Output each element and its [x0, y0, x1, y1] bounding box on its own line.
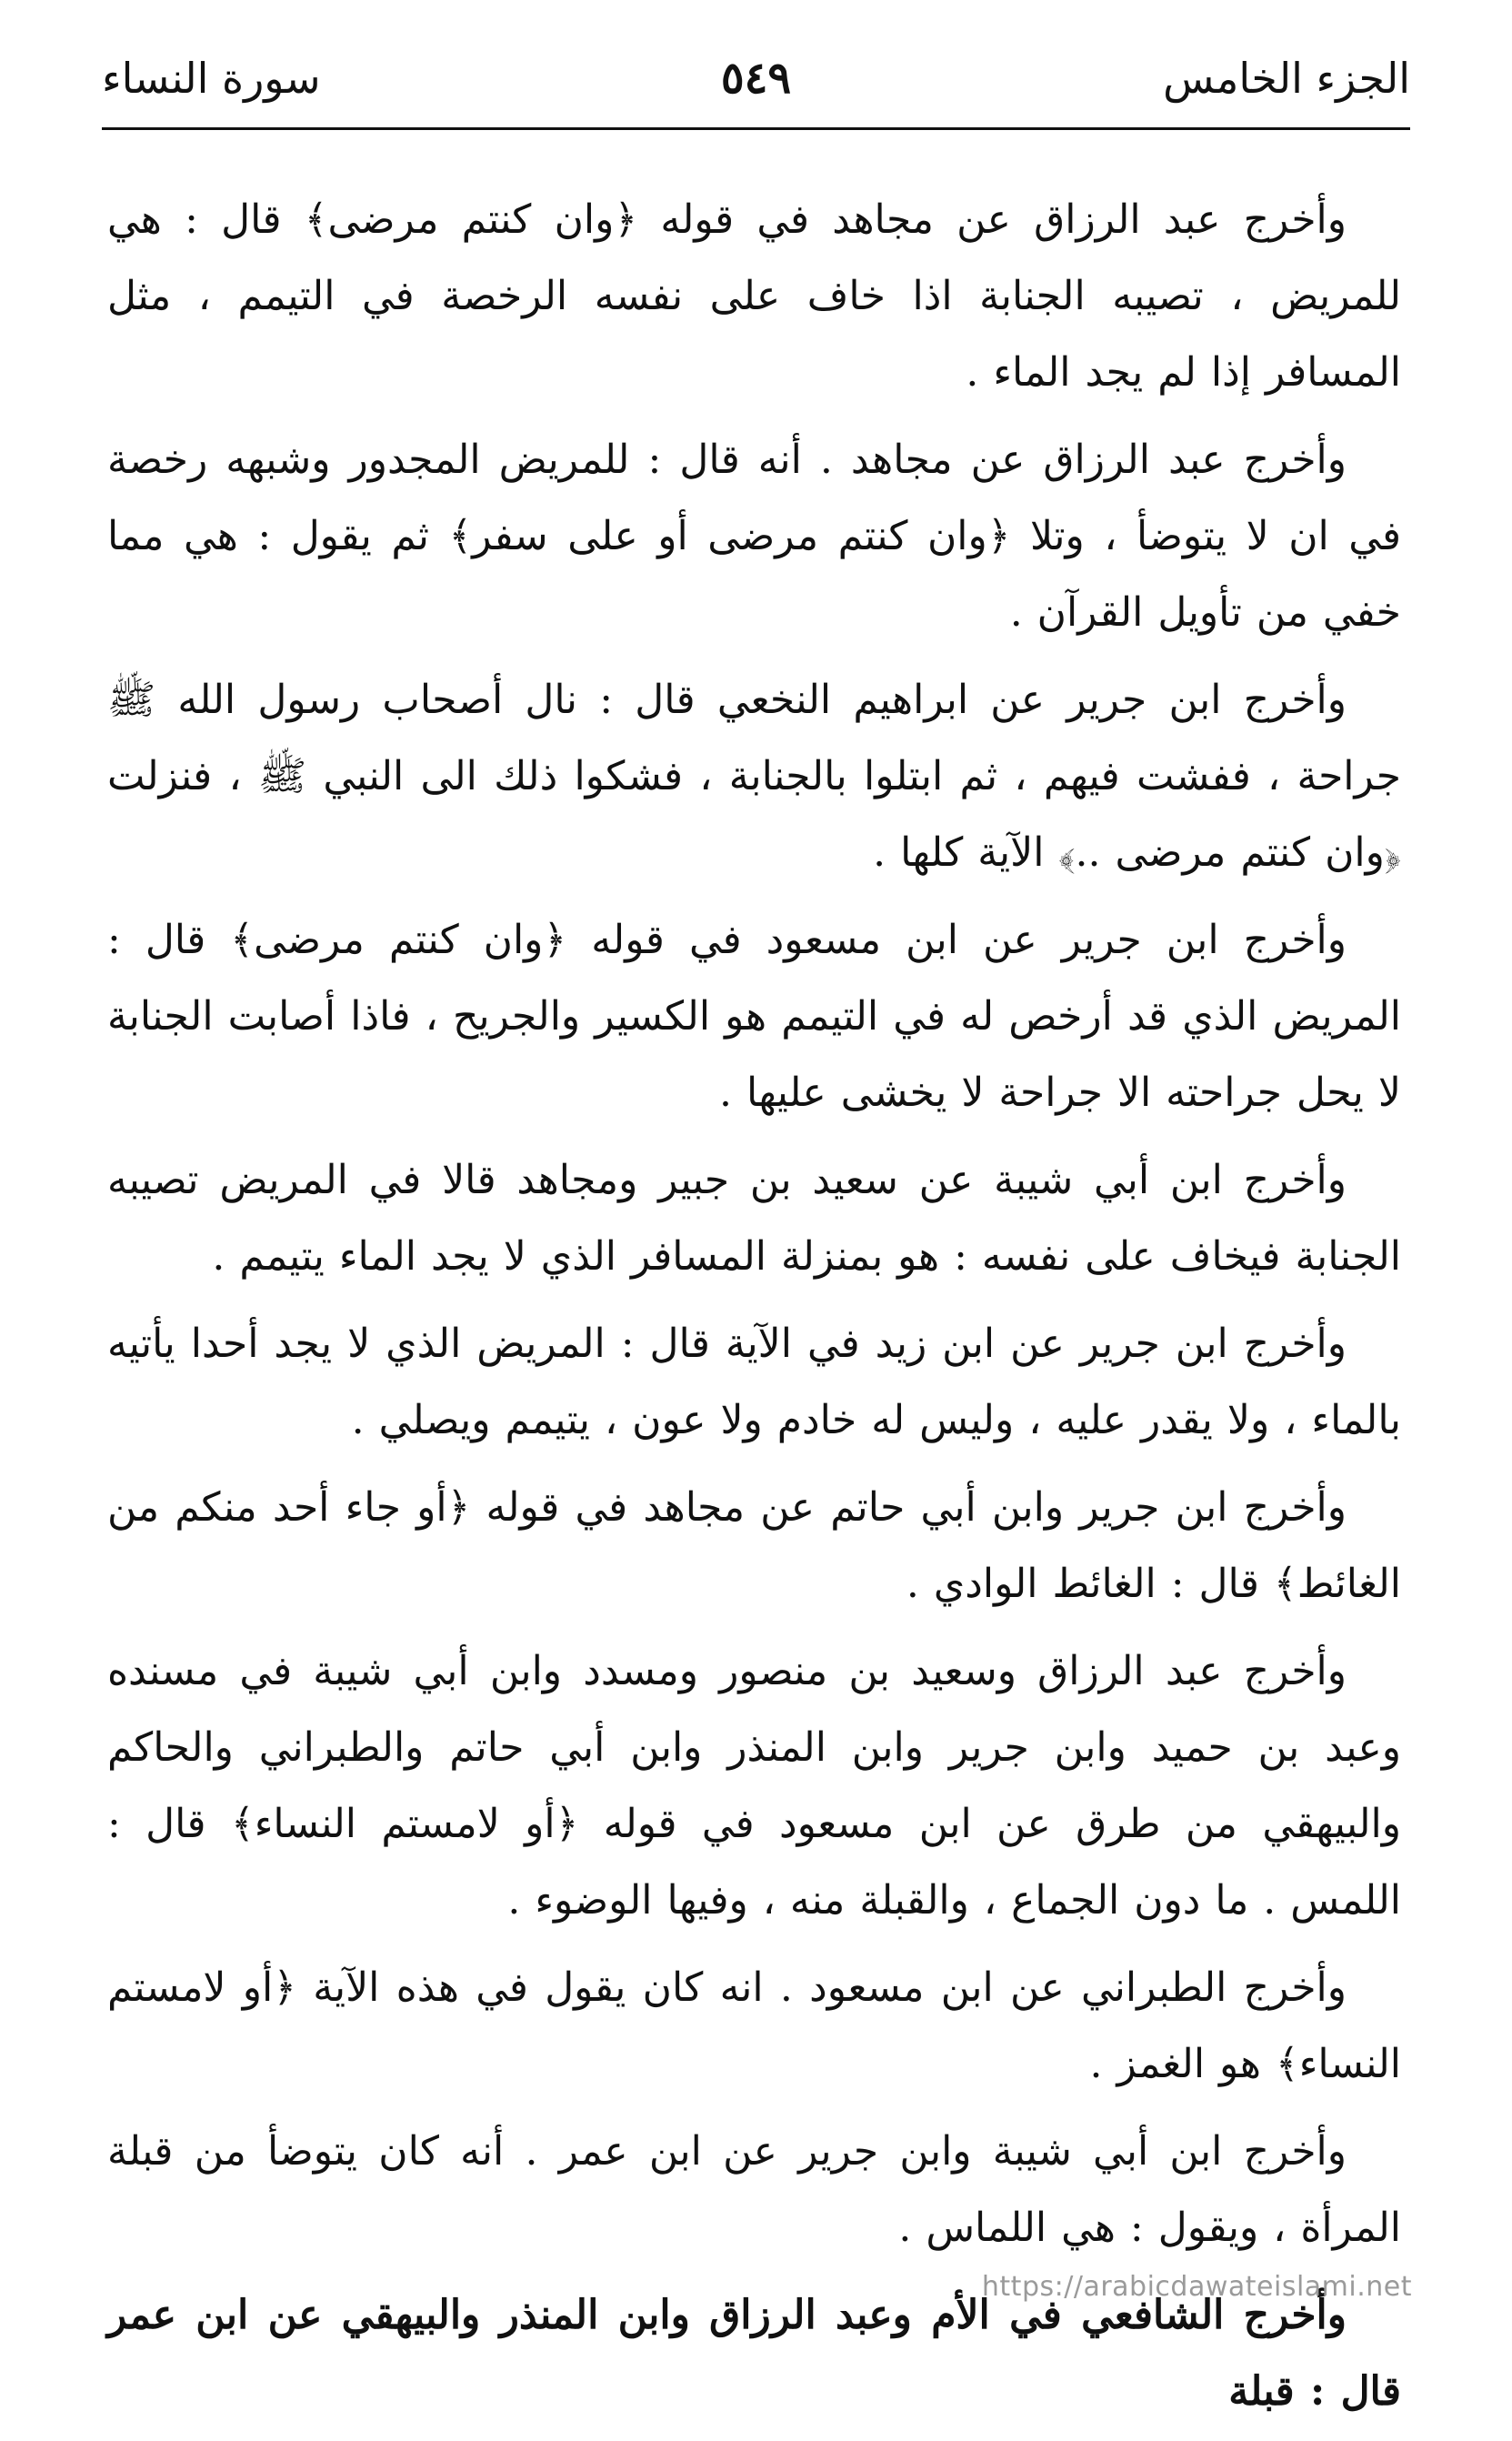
paragraph-1: وأخرج عبد الرزاق عن مجاهد في قوله ﴿وان كنتم مرضى﴾ قال : هي للمريض ، تصيبه الجنابة اذا خاف على نفسه الرخصة في التيمم ، مثل المسافر إذا لم يجد الماء .: [107, 196, 1401, 396]
paragraph-4: وأخرج ابن جرير عن ابن مسعود في قوله ﴿وان كنتم مرضى﴾ قال : المريض الذي قد أرخص له في التيمم هو الكسير والجريح ، فاذا أصابت الجنابة لا يحل جراحته الا جراحة لا يخشى عليها .: [107, 917, 1401, 1116]
paragraph-5: وأخرج ابن أبي شيبة عن سعيد بن جبير ومجاهد قالا في المريض تصيبه الجنابة فيخاف على نفسه : هو بمنزلة المسافر الذي لا يجد الماء يتيمم .: [107, 1157, 1401, 1280]
watermark-url: https://arabicdawateislami.net: [981, 2271, 1412, 2303]
header-divider: [102, 127, 1410, 130]
page-header: [102, 35, 1410, 116]
paragraph-6: وأخرج ابن جرير عن ابن زيد في الآية قال : المريض الذي لا يجد أحدا يأتيه بالماء ، ولا يقدر عليه ، وليس له خادم ولا عون ، يتيمم ويصلي .: [107, 1321, 1401, 1443]
paragraph-11: وأخرج الشافعي في الأم وعبد الرزاق وابن المنذر والبيهقي عن ابن عمر قال : قبلة: [107, 2292, 1401, 2415]
paragraph-9: وأخرج الطبراني عن ابن مسعود . انه كان يقول في هذه الآية ﴿أو لامستم النساء﴾ هو الغمز .: [107, 1964, 1401, 2087]
juz-title: الجزء الخامس: [1163, 54, 1410, 103]
paragraph-3: وأخرج ابن جرير عن ابراهيم النخعي قال : نال أصحاب رسول الله ﷺ جراحة ، ففشت فيهم ، ثم ابتلوا بالجنابة ، فشكوا ذلك الى النبي ﷺ ، فنزلت ﴿وان كنتم مرضى ..﴾ الآية كلها .: [107, 677, 1401, 876]
surah-title: سورة النساء: [102, 54, 321, 103]
page-body: [107, 182, 1401, 2441]
paragraph-10: وأخرج ابن أبي شيبة وابن جرير عن ابن عمر . أنه كان يتوضأ من قبلة المرأة ، ويقول : هي اللماس .: [107, 2128, 1401, 2251]
paragraph-2: وأخرج عبد الرزاق عن مجاهد . أنه قال : للمريض المجدور وشبهه رخصة في ان لا يتوضأ ، وتلا ﴿وان كنتم مرضى أو على سفر﴾ ثم يقول : هي مما خفي من تأويل القرآن .: [107, 437, 1401, 636]
paragraph-8: وأخرج عبد الرزاق وسعيد بن منصور ومسدد وابن أبي شيبة في مسنده وعبد بن حميد وابن جرير وابن المنذر وابن أبي حاتم والطبراني والحاكم والبيهقي من طرق عن ابن مسعود في قوله ﴿أو لامستم النساء﴾ قال : اللمس . ما دون الجماع ، والقبلة منه ، وفيها الوضوء .: [107, 1648, 1402, 1924]
paragraph-7: وأخرج ابن جرير وابن أبي حاتم عن مجاهد في قوله ﴿أو جاء أحد منكم من الغائط﴾ قال : الغائط الوادي .: [107, 1484, 1401, 1607]
page-number: ٥٤٩: [720, 53, 792, 104]
